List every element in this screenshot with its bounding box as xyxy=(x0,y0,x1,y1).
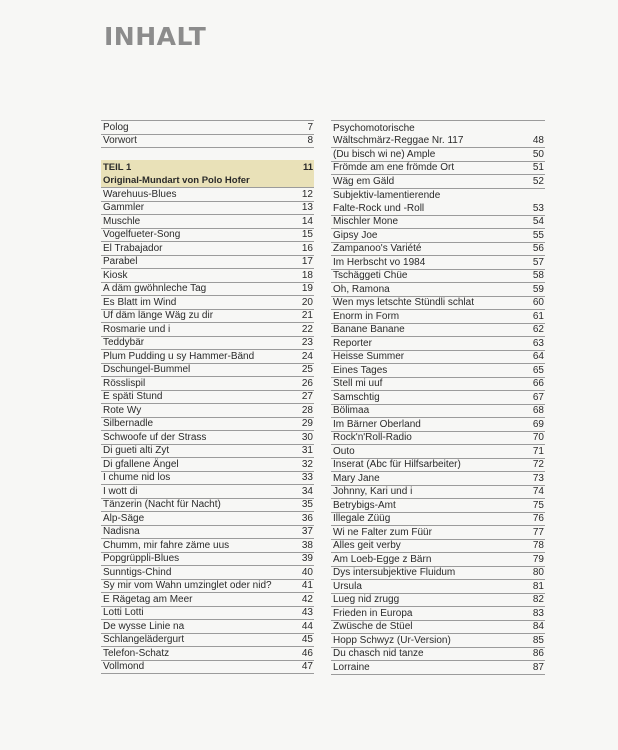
toc-entry xyxy=(101,512,314,526)
entry-title: Im Bärner Oberland xyxy=(333,418,421,430)
entry-page: 33 xyxy=(301,472,313,483)
entry-page: 8 xyxy=(307,135,313,146)
entry-title: Outo xyxy=(333,445,355,457)
entry-page: 37 xyxy=(301,526,313,537)
entry-page: 39 xyxy=(301,553,313,564)
entry-title: Di gfallene Ängel xyxy=(103,458,179,470)
page-title: INHALT xyxy=(104,22,207,51)
entry-page: 14 xyxy=(301,215,313,227)
entry-title: Mary Jane xyxy=(333,472,380,484)
entry-page: 75 xyxy=(532,499,544,511)
entry-page: 68 xyxy=(532,405,544,416)
entry-page: 43 xyxy=(301,607,313,618)
entry-title: Am Loeb-Egge z Bärn xyxy=(333,553,432,565)
right-entry-list xyxy=(331,120,545,675)
entry-title: (Du bisch wi ne) Ample xyxy=(333,148,436,160)
toc-entry xyxy=(101,310,314,324)
toc-entry xyxy=(101,215,314,229)
toc-entry xyxy=(331,621,545,635)
toc-entry xyxy=(101,580,314,594)
toc-entry xyxy=(101,242,314,256)
toc-entry xyxy=(101,121,314,135)
entry-page: 76 xyxy=(532,513,544,524)
toc-entry xyxy=(101,350,314,364)
toc-entry xyxy=(331,540,545,554)
toc-entry xyxy=(331,580,545,594)
entry-page: 65 xyxy=(532,364,544,376)
entry-page: 40 xyxy=(301,566,313,578)
entry-page: 78 xyxy=(532,540,544,551)
entry-title: Vogelfueter-Song xyxy=(103,229,181,240)
entry-title: Stell mi uuf xyxy=(333,378,383,389)
entry-title: A däm gwöhnleche Tag xyxy=(103,283,207,294)
toc-entry xyxy=(331,526,545,540)
entry-title: Kiosk xyxy=(103,269,128,281)
toc-entry xyxy=(331,607,545,621)
toc-entry xyxy=(331,189,545,203)
entry-title: Rote Wy xyxy=(103,404,142,416)
entry-page: 23 xyxy=(301,337,313,348)
entry-page: 42 xyxy=(301,593,313,605)
entry-page: 77 xyxy=(532,526,544,538)
toc-entry xyxy=(101,418,314,432)
entry-page: 66 xyxy=(532,378,544,389)
entry-title: Bölimaa xyxy=(333,405,370,416)
entry-page: 86 xyxy=(532,648,544,659)
entry-title: Gammler xyxy=(103,202,145,213)
entry-title: Betrybigs-Amt xyxy=(333,499,396,511)
entry-page: 73 xyxy=(532,472,544,484)
entry-title: Oh, Ramona xyxy=(333,283,390,295)
entry-page: 50 xyxy=(532,148,544,160)
section-heading xyxy=(101,160,314,174)
entry-title: E Rägetag am Meer xyxy=(103,593,193,605)
entry-title: Dys intersubjektive Fluidum xyxy=(333,567,456,578)
entry-title: El Trabajador xyxy=(103,242,163,254)
entry-title: Enorm in Form xyxy=(333,310,400,322)
entry-title: Di gueti alti Zyt xyxy=(103,445,170,456)
entry-page: 30 xyxy=(301,431,313,443)
toc-entry xyxy=(331,472,545,486)
entry-page: 13 xyxy=(301,202,313,213)
entry-page: 31 xyxy=(301,445,313,456)
toc-entry xyxy=(101,364,314,378)
toc-entry xyxy=(331,175,545,189)
toc-entry xyxy=(101,404,314,418)
entry-page: 41 xyxy=(301,580,313,591)
entry-title: Uf däm länge Wäg zu dir xyxy=(103,310,214,321)
toc-entry xyxy=(331,229,545,243)
entry-page: 58 xyxy=(532,270,544,281)
entry-page: 81 xyxy=(532,580,544,592)
entry-page: 28 xyxy=(301,404,313,416)
toc-entry xyxy=(331,135,545,149)
entry-page: 57 xyxy=(532,256,544,268)
toc-entry xyxy=(101,377,314,391)
toc-entry xyxy=(331,337,545,351)
toc-entry xyxy=(101,135,314,149)
entry-page: 79 xyxy=(532,553,544,565)
toc-entry xyxy=(331,486,545,500)
entry-title: Gipsy Joe xyxy=(333,229,378,241)
entry-page: 26 xyxy=(301,377,313,389)
entry-title: Frömde am ene frömde Ort xyxy=(333,162,455,173)
entry-title: Psychomotorische xyxy=(333,122,415,134)
entry-title: Rösslispil xyxy=(103,377,146,389)
entry-page: 85 xyxy=(532,634,544,646)
entry-title: Teddybär xyxy=(103,337,145,348)
entry-page: 54 xyxy=(532,216,544,227)
toc-entry xyxy=(331,499,545,513)
entry-title: Polog xyxy=(103,121,129,133)
entry-page: 80 xyxy=(532,567,544,578)
entry-title: Inserat (Abc für Hilfsarbeiter) xyxy=(333,459,461,470)
entry-page: 18 xyxy=(301,269,313,281)
entry-title: Reporter xyxy=(333,337,372,349)
toc-right-column xyxy=(331,120,545,675)
entry-page: 47 xyxy=(301,661,313,672)
entry-page: 24 xyxy=(301,350,313,362)
toc-entry xyxy=(101,472,314,486)
toc-entry xyxy=(331,162,545,176)
toc-entry xyxy=(331,324,545,338)
entry-title: Es Blatt im Wind xyxy=(103,296,177,308)
entry-title: Frieden in Europa xyxy=(333,607,413,619)
toc-entry xyxy=(331,459,545,473)
entry-title: Silbernadle xyxy=(103,418,154,429)
entry-title: Illegale Züüg xyxy=(333,513,391,524)
entry-page: 25 xyxy=(301,364,313,375)
toc-entry xyxy=(101,202,314,216)
toc-entry xyxy=(101,323,314,337)
entry-page: 64 xyxy=(532,351,544,362)
entry-page: 27 xyxy=(301,391,313,402)
toc-entry xyxy=(331,445,545,459)
toc-entry xyxy=(331,283,545,297)
entry-title: Johnny, Kari und i xyxy=(333,486,413,497)
entry-page: 17 xyxy=(301,256,313,267)
toc-entry xyxy=(331,513,545,527)
entry-title: Sy mir vom Wahn umzinglet oder nid? xyxy=(103,580,272,591)
section-label: TEIL 1 xyxy=(103,162,132,173)
entry-title: I chume nid los xyxy=(103,472,171,483)
entry-page: 67 xyxy=(532,391,544,403)
entry-title: Vorwort xyxy=(103,135,137,146)
toc-entry xyxy=(101,283,314,297)
entry-title: Plum Pudding u sy Hammer-Bänd xyxy=(103,350,255,362)
toc-entry xyxy=(331,310,545,324)
entry-title: Vollmond xyxy=(103,661,145,672)
toc-entry xyxy=(101,607,314,621)
toc-entry xyxy=(101,620,314,634)
entry-title: E späti Stund xyxy=(103,391,163,402)
toc-entry xyxy=(331,648,545,662)
toc-entry xyxy=(101,647,314,661)
entry-page: 59 xyxy=(532,283,544,295)
entry-page: 53 xyxy=(532,202,544,214)
toc-entry xyxy=(101,229,314,243)
entry-page: 34 xyxy=(301,485,313,497)
toc-entry xyxy=(101,296,314,310)
entry-title: Tschäggeti Chüe xyxy=(333,270,408,281)
entry-title: Lorraine xyxy=(333,661,370,673)
toc-entry xyxy=(331,243,545,257)
entry-page: 7 xyxy=(307,121,313,133)
toc-entry xyxy=(101,188,314,202)
entry-title: Wen mys letschte Stündli schlat xyxy=(333,297,474,308)
entry-title: Lueg nid zrugg xyxy=(333,594,400,605)
toc-entry xyxy=(331,432,545,446)
entry-title: Im Herbscht vo 1984 xyxy=(333,256,426,268)
toc-left-column xyxy=(101,120,314,674)
toc-entry xyxy=(331,256,545,270)
entry-page: 72 xyxy=(532,459,544,470)
left-entry-list xyxy=(101,188,314,674)
entry-page: 38 xyxy=(301,539,313,551)
entry-title: I wott di xyxy=(103,485,138,497)
entry-page: 71 xyxy=(532,445,544,457)
entry-page: 12 xyxy=(301,188,313,200)
entry-page: 51 xyxy=(532,162,544,173)
entry-title: Chumm, mir fahre zäme uus xyxy=(103,539,230,551)
entry-page: 21 xyxy=(301,310,313,321)
entry-page: 46 xyxy=(301,647,313,659)
entry-page: 61 xyxy=(532,310,544,322)
toc-entry xyxy=(101,553,314,567)
toc-entry xyxy=(101,458,314,472)
entry-title: Samschtig xyxy=(333,391,380,403)
entry-page: 52 xyxy=(532,175,544,187)
entry-title: Schlangelädergurt xyxy=(103,634,185,645)
entry-title: Wältschmärz-Reggae Nr. 117 xyxy=(333,135,464,146)
entry-page: 22 xyxy=(301,323,313,335)
toc-entry xyxy=(101,256,314,270)
entry-page: 83 xyxy=(532,607,544,619)
entry-title: Subjektiv-lamentierende xyxy=(333,190,441,201)
entry-title: Sunntigs-Chind xyxy=(103,566,172,578)
entry-page: 60 xyxy=(532,297,544,308)
toc-entry xyxy=(331,351,545,365)
toc-entry xyxy=(331,121,545,135)
entry-page: 55 xyxy=(532,229,544,241)
entry-title: Falte-Rock und -Roll xyxy=(333,202,425,214)
entry-title: Mischler Mone xyxy=(333,216,399,227)
toc-entry xyxy=(331,634,545,648)
entry-page: 87 xyxy=(532,661,544,673)
toc-entry xyxy=(101,661,314,675)
toc-entry xyxy=(331,148,545,162)
entry-page: 36 xyxy=(301,512,313,524)
toc-entry xyxy=(331,567,545,581)
toc-entry xyxy=(331,364,545,378)
entry-page: 20 xyxy=(301,296,313,308)
entry-page: 62 xyxy=(532,324,544,335)
entry-page: 74 xyxy=(532,486,544,497)
entry-page: 15 xyxy=(301,229,313,240)
toc-entry xyxy=(331,378,545,392)
entry-title: Nadisna xyxy=(103,526,140,537)
entry-title: Schwoofe uf der Strass xyxy=(103,431,207,443)
entry-title: Ursula xyxy=(333,580,362,592)
entry-page: 56 xyxy=(532,243,544,254)
toc-entry xyxy=(331,594,545,608)
toc-entry xyxy=(331,405,545,419)
toc-entry xyxy=(101,269,314,283)
toc-entry xyxy=(101,337,314,351)
entry-page: 84 xyxy=(532,621,544,632)
entry-title: Wi ne Falter zum Füür xyxy=(333,526,432,538)
entry-page: 48 xyxy=(532,135,544,146)
entry-title: Alp-Säge xyxy=(103,512,145,524)
entry-title: Dschungel-Bummel xyxy=(103,364,191,375)
toc-entry xyxy=(101,526,314,540)
entry-page: 44 xyxy=(301,620,313,632)
entry-title: Heisse Summer xyxy=(333,351,405,362)
toc-entry xyxy=(101,445,314,459)
entry-page: 35 xyxy=(301,499,313,510)
toc-entry xyxy=(101,391,314,405)
entry-title: Rosmarie und i xyxy=(103,323,171,335)
entry-title: Rock'n'Roll-Radio xyxy=(333,432,412,443)
entry-title: Lotti Lotti xyxy=(103,607,144,618)
entry-page: 63 xyxy=(532,337,544,349)
entry-title: Banane Banane xyxy=(333,324,405,335)
entry-title: Zwüsche de Stüel xyxy=(333,621,413,632)
entry-title: Du chasch nid tanze xyxy=(333,648,424,659)
toc-entry xyxy=(331,202,545,216)
entry-title: Wäg em Gäld xyxy=(333,175,395,187)
toc-entry xyxy=(331,418,545,432)
toc-entry xyxy=(331,553,545,567)
entry-title: Popgrüppli-Blues xyxy=(103,553,180,564)
toc-entry xyxy=(101,431,314,445)
entry-page: 69 xyxy=(532,418,544,430)
toc-entry xyxy=(101,499,314,513)
toc-entry xyxy=(101,485,314,499)
entry-page: 32 xyxy=(301,458,313,470)
entry-page: 70 xyxy=(532,432,544,443)
toc-entry xyxy=(331,661,545,675)
toc-entry xyxy=(331,297,545,311)
toc-entry xyxy=(331,270,545,284)
toc-entry xyxy=(331,216,545,230)
entry-title: Alles geit verby xyxy=(333,540,401,551)
entry-title: De wysse Linie na xyxy=(103,620,185,632)
section-subtitle: Original-Mundart von Polo Hofer xyxy=(101,174,314,188)
toc-entry xyxy=(101,539,314,553)
entry-title: Eines Tages xyxy=(333,364,388,376)
front-matter-list xyxy=(101,120,314,148)
entry-title: Parabel xyxy=(103,256,138,267)
entry-page: 19 xyxy=(301,283,313,294)
entry-page: 29 xyxy=(301,418,313,429)
section-page: 11 xyxy=(302,162,313,173)
entry-page: 82 xyxy=(532,594,544,605)
entry-title: Zampanoo's Variété xyxy=(333,243,422,254)
entry-title: Telefon-Schatz xyxy=(103,647,170,659)
entry-page: 16 xyxy=(301,242,313,254)
toc-entry xyxy=(331,391,545,405)
entry-title: Tänzerin (Nacht für Nacht) xyxy=(103,499,221,510)
toc-entry xyxy=(101,566,314,580)
toc-entry xyxy=(101,634,314,648)
toc-entry xyxy=(101,593,314,607)
entry-title: Muschle xyxy=(103,215,141,227)
entry-title: Hopp Schwyz (Ur-Version) xyxy=(333,634,451,646)
entry-page: 45 xyxy=(301,634,313,645)
entry-title: Warehuus-Blues xyxy=(103,188,177,200)
